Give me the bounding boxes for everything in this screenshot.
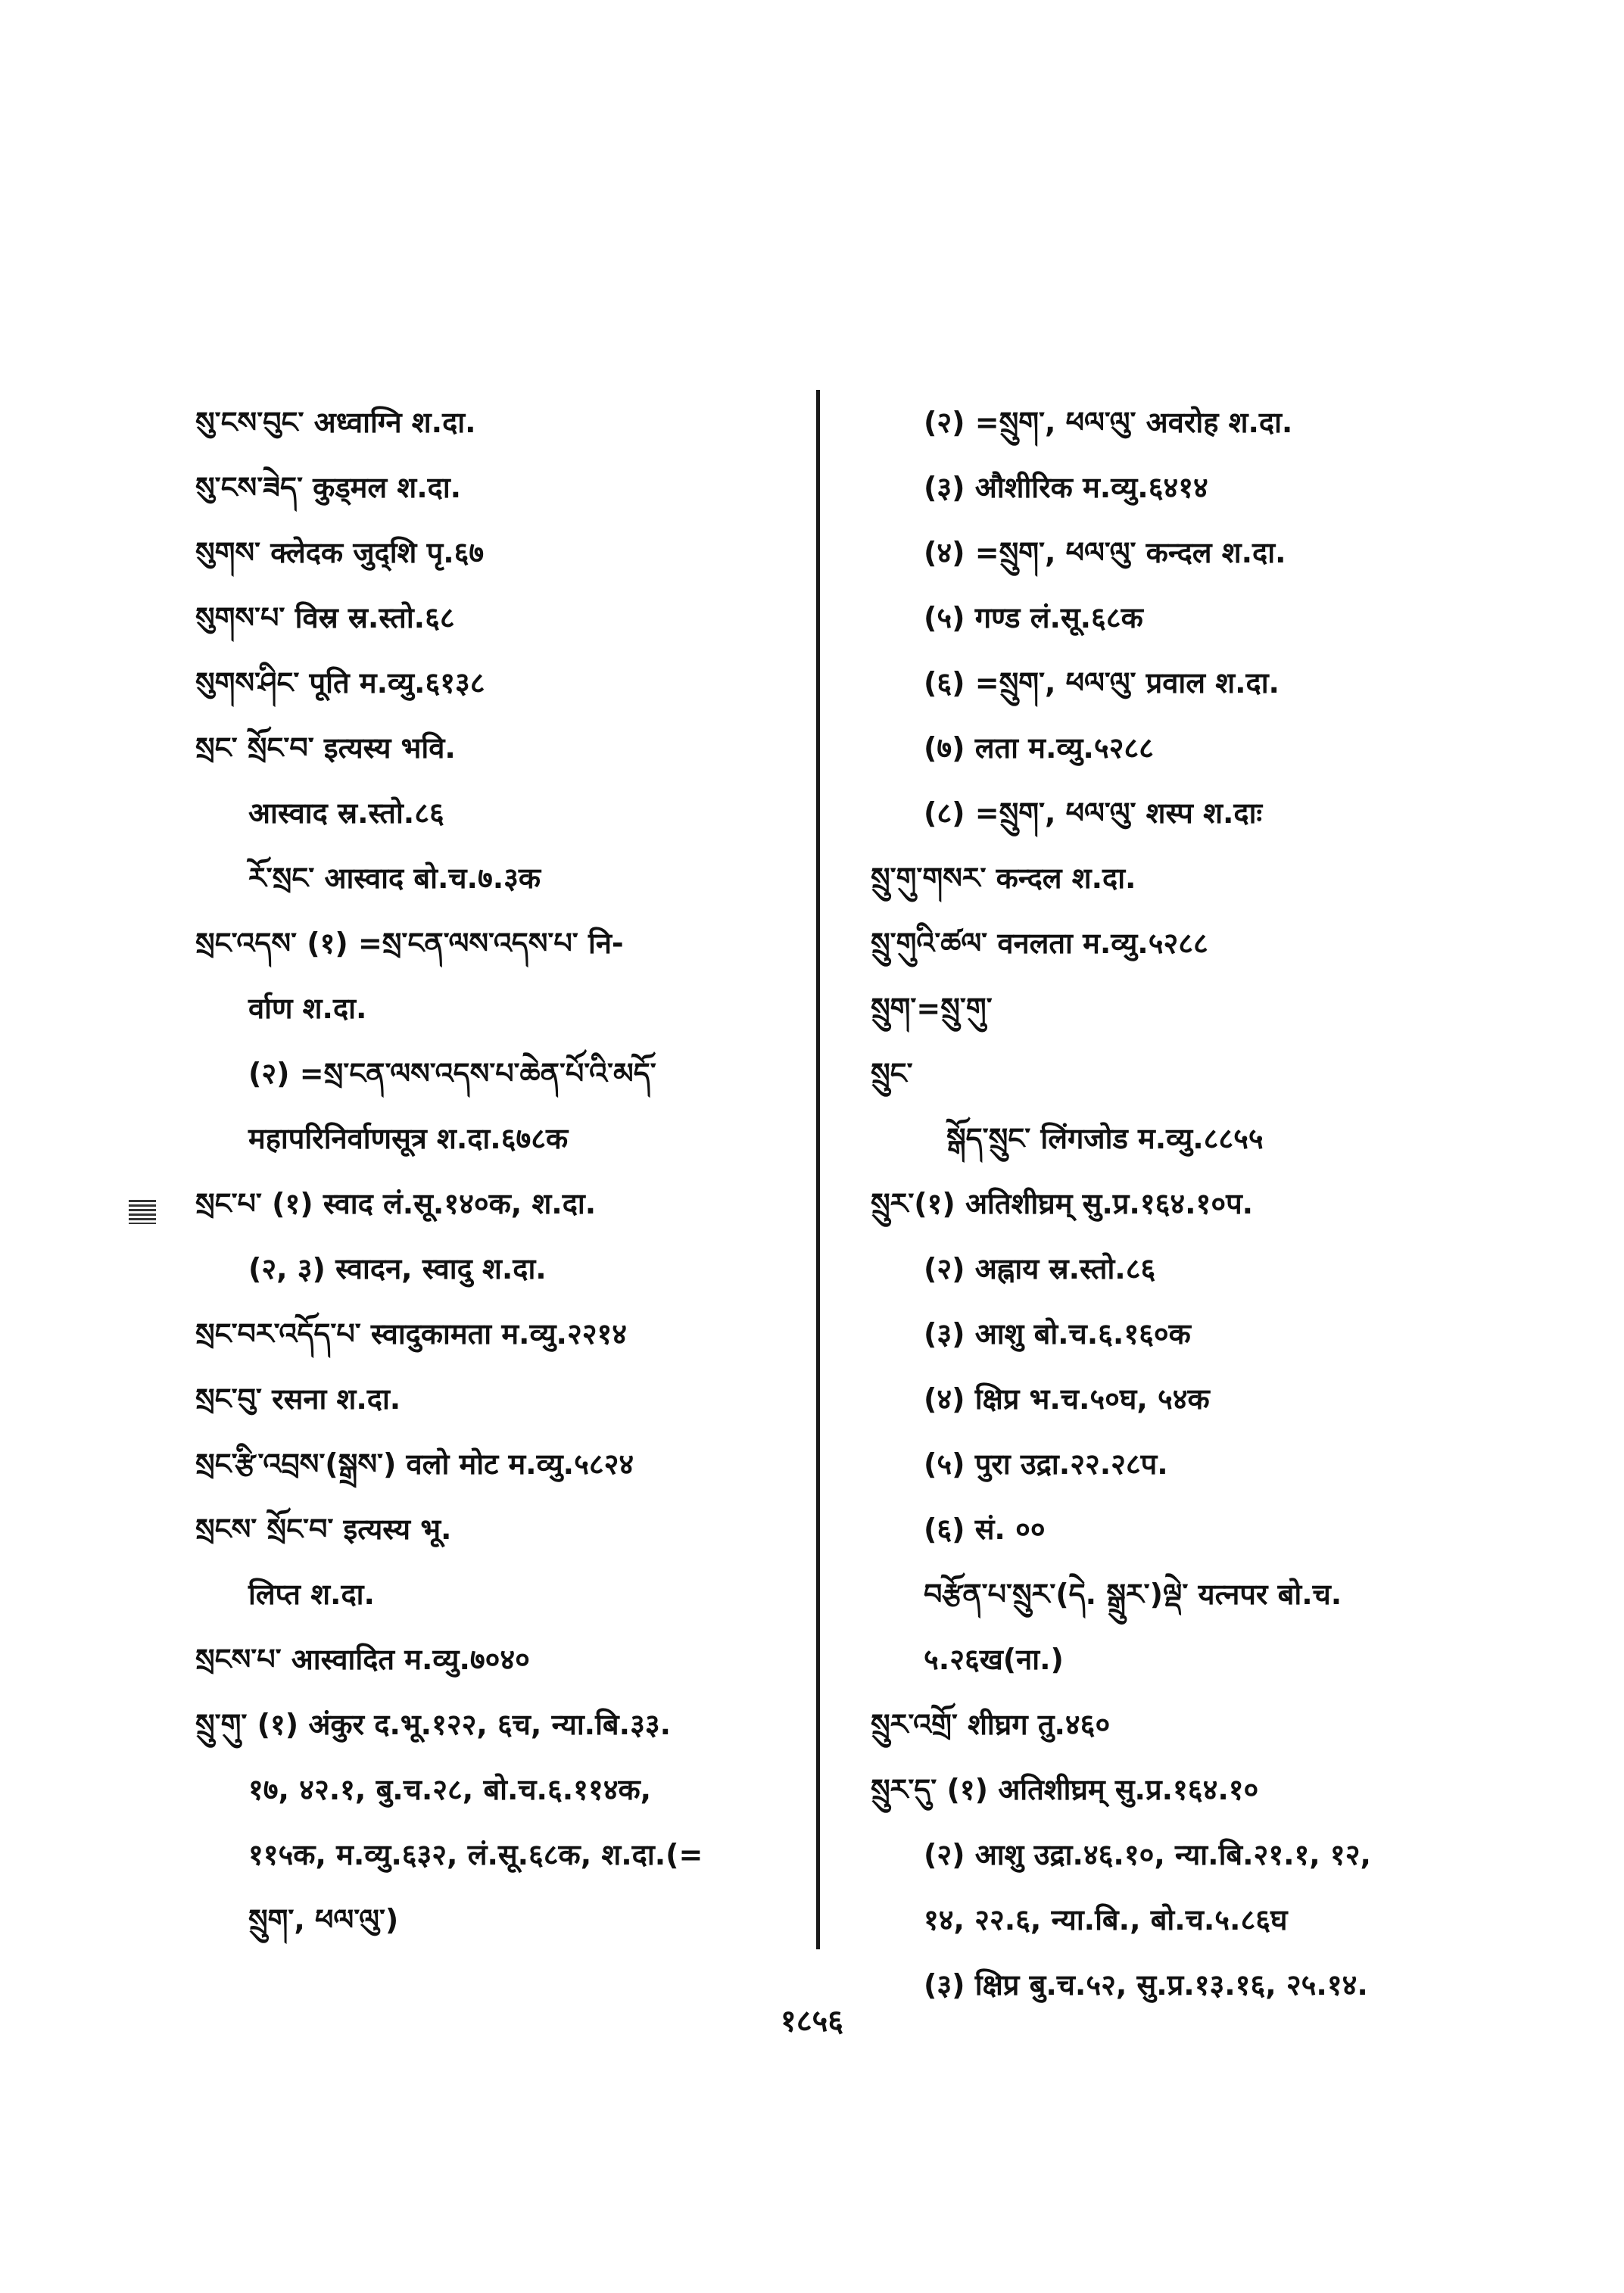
entry-line: སྲང་འདས་ (१) =སྲ་ངན་ལས་འདས་པ་ नि- (195, 927, 624, 960)
entry-line: རོ་སྲང་ आस्वाद बो.च.७.३क (248, 861, 541, 895)
entry-line: སྲུ་གུ་གསར་ कन्दल श.दा. (871, 861, 1136, 895)
entry-line: लिप्त श.दा. (248, 1578, 375, 1611)
entry-line: (६) =སྲུག་, ཕལ་ལུ་ प्रवाल श.दा. (924, 666, 1280, 699)
entry-line: སྲང་པ་ (१) स्वाद लं.सू.१४०क, श.दा. (195, 1187, 597, 1220)
entry-line: (३) क्षिप्र बु.च.५२, सु.प्र.१३.१६, २५.१४. (924, 1968, 1368, 2002)
entry-line: སྒོད་སྲུང་ लिंगजोड म.व्यु.८८५५ (946, 1122, 1264, 1155)
entry-line: (३) औशीरिक म.व्यु.६४१४ (924, 471, 1208, 504)
entry-line: (२) आशु उद्रा.४६.१०, न्या.बि.२१.१, १२, (924, 1838, 1371, 1871)
entry-line: र्वाण श.दा. (248, 992, 367, 1025)
entry-line: སྲུ་གུའི་ཚལ་ वनलता म.व्यु.५२८८ (871, 927, 1208, 960)
entry-line: སྲུར་དུ་ (१) अतिशीघ्रम् सु.प्र.१६४.१० (871, 1773, 1259, 1806)
entry-line: ५.२६ख(ना.) (924, 1643, 1064, 1676)
entry-line: སུ་ངས་ཟེད་ कुड्मल श.दा. (195, 471, 462, 504)
entry-line: (६) सं. ०० (924, 1513, 1046, 1546)
entry-line: (२) अह्नाय स्र.स्तो.८६ (924, 1252, 1156, 1285)
entry-line: སུགས་ क्लेदक जुद्शि पृ.६७ (195, 536, 485, 569)
entry-line: आस्वाद स्र.स्तो.८६ (248, 796, 444, 830)
page-number: १८५६ (780, 2004, 844, 2039)
entry-line: (४) =སྲུག་, ཕལ་ལུ་ कन्दल श.दा. (924, 536, 1286, 569)
entry-line: སུ་ངས་བུང་ अध्वाग्नि श.दा. (195, 406, 476, 439)
entry-line: महापरिनिर्वाणसूत्र श.दा.६७८क (248, 1122, 569, 1155)
entry-line: (२) =སྲ་ངན་ལས་འདས་པ་ཆེན་པོ་འི་མདོ་ (248, 1057, 656, 1090)
entry-line: १४, २२.६, न्या.बि., बो.च.५.८६घ (924, 1903, 1288, 1936)
entry-line: (२) =སྲུག་, ཕལ་ལུ་ अवरोह श.दा. (924, 406, 1293, 439)
entry-line: སྲང་བུ་ रसना श.दा. (195, 1382, 401, 1416)
entry-line: (८) =སྲུག་, ཕལ་ལུ་ शस्प श.दाः (924, 796, 1263, 830)
entry-line: སུགས་ཤིང་ पूति म.व्यु.६१३८ (195, 666, 485, 699)
entry-line: སྲང་རྩི་འབྲས་(སྒྲས་) वलो मोट म.व्यु.५८२४ (195, 1447, 634, 1481)
entry-line: སྲུར་འགྲོ་ शीघ्रग तु.४६० (871, 1708, 1111, 1741)
entry-line: ११५क, म.व्यु.६३२, लं.सू.६८क, श.दा.(= (248, 1838, 703, 1871)
entry-line: སྲུར་(१) अतिशीघ्रम् सु.प्र.१६४.१०प. (871, 1187, 1254, 1220)
entry-line: སྲུག་, ཕལ་ལུ་) (248, 1903, 399, 1936)
margin-mark (129, 1200, 156, 1224)
entry-line: (३) आशु बो.च.६.१६०क (924, 1317, 1191, 1351)
entry-line: སྲང་ སྲོང་བ་ इत्यस्य भवि. (195, 731, 456, 765)
entry-line: (४) क्षिप्र भ.च.५०घ, ५४क (924, 1382, 1210, 1416)
entry-line: (५) पुरा उद्रा.२२.२८प. (924, 1447, 1168, 1481)
entry-line: (२, ३) स्वादन, स्वादु श.दा. (248, 1252, 547, 1285)
entry-line: སྲུ་གུ་ (१) अंकुर द.भू.१२२, ६च, न्या.बि.३३. (195, 1708, 672, 1741)
entry-line: བརྩོན་པ་སྲུར་(དེ. སྒྲུར་)ལྡེ་ यत्नपर बो.च. (924, 1578, 1342, 1611)
entry-line: १७, ४२.१, बु.च.२८, बो.च.६.११४क, (248, 1773, 652, 1806)
left-column (195, 390, 801, 1952)
entry-line: སྲུང་ (871, 1057, 913, 1090)
column-divider (816, 390, 820, 1949)
entry-line: (७) लता म.व्यु.५२८८ (924, 731, 1154, 765)
entry-line: སྲང་བར་འདོད་པ་ स्वादुकामता म.व्यु.२२१४ (195, 1317, 628, 1351)
entry-line: སྲུག་=སྲུ་གུ་ (871, 992, 993, 1025)
entry-line: སྲངས་ སྲོང་བ་ इत्यस्य भू. (195, 1513, 452, 1546)
entry-line: སྲངས་པ་ आस्वादित म.व्यु.७०४० (195, 1643, 530, 1676)
right-column (871, 390, 1476, 2017)
entry-line: སུགས་པ་ विस्र स्र.स्तो.६८ (195, 601, 455, 634)
entry-line: (५) गण्ड लं.सू.६८क (924, 601, 1143, 634)
